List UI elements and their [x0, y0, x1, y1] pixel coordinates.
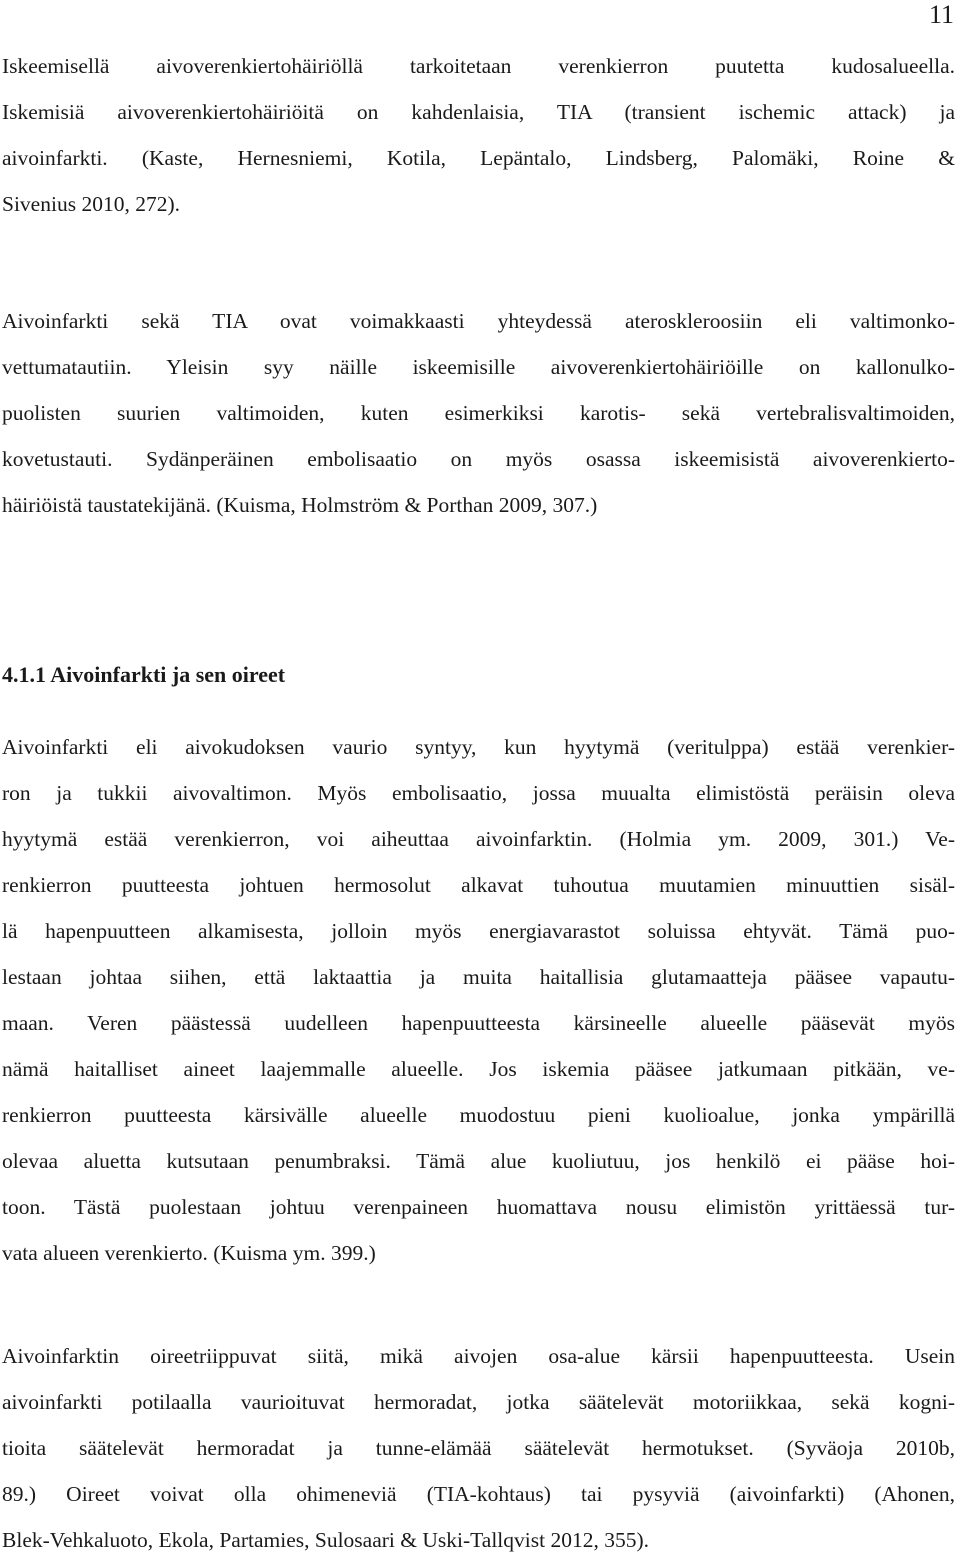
paragraph-line: aivoinfarkti. (Kaste, Hernesniemi, Kotila, Lepäntalo, Lindsberg, Palomäki, Roine & [2, 146, 955, 170]
paragraph-line: tioita säätelevät hermoradat ja tunne-elämää säätelevät hermotukset. (Syväoja 2010b, [2, 1436, 955, 1460]
paragraph-line: Iskeemisellä aivoverenkiertohäiriöllä tarkoitetaan verenkierron puutetta kudosalueella. [2, 54, 955, 78]
paragraph-line: aivoinfarkti potilaalla vaurioituvat hermoradat, jotka säätelevät motoriikkaa, sekä kogni- [2, 1390, 955, 1414]
paragraph-line: Iskemisiä aivoverenkiertohäiriöitä on kahdenlaisia, TIA (transient ischemic attack) ja [2, 100, 955, 124]
paragraph-line: renkierron puutteesta johtuen hermosolut alkavat tuhoutua muutamien minuuttien sisäl- [2, 873, 955, 897]
paragraph-1 [2, 43, 955, 227]
paragraph-line: Aivoinfarkti sekä TIA ovat voimakkaasti yhteydessä ateroskleroosiin eli valtimonko- [2, 309, 955, 333]
paragraph-line: Aivoinfarkti eli aivokudoksen vaurio syntyy, kun hyytymä (veritulppa) estää verenkier- [2, 735, 955, 759]
paragraph-line: nämä haitalliset aineet laajemmalle alueelle. Jos iskemia pääsee jatkumaan pitkään, ve- [2, 1057, 955, 1081]
paragraph-4 [2, 1333, 955, 1563]
section-heading: 4.1.1 Aivoinfarkti ja sen oireet [2, 662, 286, 687]
paragraph-line: kovetustauti. Sydänperäinen embolisaatio on myös osassa iskeemisistä aivoverenkierto- [2, 447, 955, 471]
paragraph-line: renkierron puutteesta kärsivälle alueelle muodostuu pieni kuolioalue, jonka ympärillä [2, 1103, 955, 1127]
paragraph-2 [2, 298, 955, 528]
paragraph-line: Aivoinfarktin oireetriippuvat siitä, mikä aivojen osa-alue kärsii hapenpuutteesta. Usein [2, 1344, 955, 1368]
paragraph-line: ron ja tukkii aivovaltimon. Myös embolisaatio, jossa muualta elimistöstä peräisin oleva [2, 781, 955, 805]
paragraph-line: häiriöistä taustatekijänä. (Kuisma, Holmström & Porthan 2009, 307.) [2, 493, 598, 517]
paragraph-line: vata alueen verenkierto. (Kuisma ym. 399.) [2, 1241, 376, 1265]
paragraph-line: Sivenius 2010, 272). [2, 192, 180, 216]
page-number: 11 [928, 0, 954, 29]
paragraph-line: toon. Tästä puolestaan johtuu verenpaineen huomattava nousu elimistön yrittäessä tur- [2, 1195, 955, 1219]
paragraph-3 [2, 724, 955, 1276]
paragraph-line: 89.) Oireet voivat olla ohimeneviä (TIA-kohtaus) tai pysyviä (aivoinfarkti) (Ahonen, [2, 1482, 955, 1506]
paragraph-line: puolisten suurien valtimoiden, kuten esimerkiksi karotis- sekä vertebralisvaltimoiden, [2, 401, 955, 425]
paragraph-line: lestaan johtaa siihen, että laktaattia ja muita haitallisia glutamaatteja pääsee vapautu- [2, 965, 955, 989]
paragraph-line: maan. Veren päästessä uudelleen hapenpuutteesta kärsineelle alueelle pääsevät myös [2, 1011, 955, 1035]
paragraph-line: vettumatautiin. Yleisin syy näille iskeemisille aivoverenkiertohäiriöille on kallonulko- [2, 355, 955, 379]
paragraph-line: hyytymä estää verenkierron, voi aiheuttaa aivoinfarktin. (Holmia ym. 2009, 301.) Ve- [2, 827, 955, 851]
paragraph-line: olevaa aluetta kutsutaan penumbraksi. Tämä alue kuoliutuu, jos henkilö ei pääse hoi- [2, 1149, 955, 1173]
paragraph-line: lä hapenpuutteen alkamisesta, jolloin myös energiavarastot soluissa ehtyvät. Tämä puo- [2, 919, 955, 943]
paragraph-line: Blek-Vehkaluoto, Ekola, Partamies, Sulosaari & Uski-Tallqvist 2012, 355). [2, 1528, 649, 1552]
